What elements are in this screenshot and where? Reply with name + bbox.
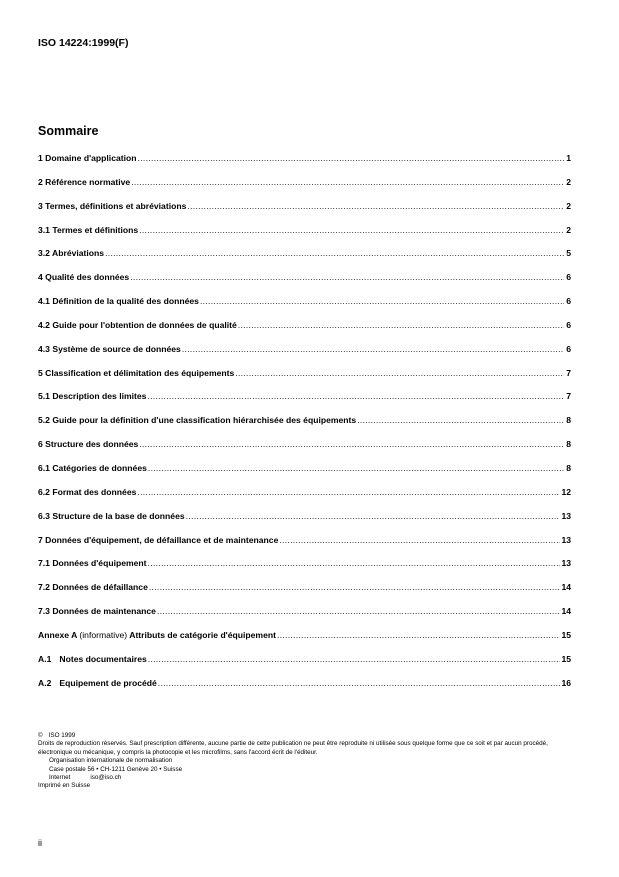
toc-entry-page: 8 xyxy=(566,462,571,473)
toc-entry[interactable] xyxy=(38,558,571,582)
annex-qualifier: (informative) xyxy=(79,629,128,640)
toc-entry[interactable] xyxy=(38,463,571,487)
dot-leader xyxy=(139,225,564,235)
toc-entry-page: 2 xyxy=(566,200,571,211)
postal-address: Case postale 56 • CH-1211 Genève 20 • Suisse xyxy=(49,765,183,773)
toc-entry-label: 7.2 Données de défaillance xyxy=(38,582,148,593)
toc-entry-page: 1 xyxy=(566,153,571,163)
toc-entry[interactable] xyxy=(38,487,571,511)
dot-leader xyxy=(131,177,564,187)
organisation-name: Organisation internationale de normalisation xyxy=(49,757,173,765)
annex-label: Annexe A xyxy=(38,629,77,640)
toc-entry-label: 6.3 Structure de la base de données xyxy=(38,510,185,521)
toc-entry[interactable] xyxy=(38,415,571,439)
toc-entry[interactable] xyxy=(38,201,571,225)
dot-leader xyxy=(157,606,560,616)
dot-leader xyxy=(148,463,564,473)
toc-entry-page: 13 xyxy=(561,558,571,569)
copyright-symbol: © xyxy=(38,732,43,739)
annex-item-label: Equipement de procédé xyxy=(59,677,157,688)
toc-entry-label: 4 Qualité des données xyxy=(38,272,130,283)
toc-entry[interactable] xyxy=(38,153,571,177)
toc-entry-page: 15 xyxy=(561,629,571,640)
dot-leader xyxy=(279,535,560,545)
toc-entry-label: 6.1 Catégories de données xyxy=(38,462,147,473)
dot-leader xyxy=(357,415,564,425)
annex-item-label: Notes documentaires xyxy=(59,653,147,664)
toc-entry-page: 2 xyxy=(566,176,571,187)
toc-entry-page: 14 xyxy=(561,582,571,593)
copyright-year: ISO 1999 xyxy=(48,732,76,739)
toc-entry-page: 5 xyxy=(566,248,571,259)
toc-entry-page: 7 xyxy=(566,391,571,402)
page-number: ii xyxy=(38,838,42,848)
toc-entry-page: 14 xyxy=(561,606,571,617)
toc-entry[interactable] xyxy=(38,225,571,249)
dot-leader xyxy=(138,153,564,163)
rights-text: Droits de reproduction réservés. Sauf prescription différente, aucune partie de cette publication ne peut être reproduite ni utilisée sous quelque forme que ce soit et par aucun procédé, électronique ou mécanique, y compris la photocopie et les microfilms, sans l'accord écrit de l'éditeur. xyxy=(38,740,548,756)
toc-entry[interactable] xyxy=(38,582,571,606)
toc-entry[interactable] xyxy=(38,606,571,630)
toc-entry[interactable] xyxy=(38,272,571,296)
annex-item-number: A.1 xyxy=(38,653,52,664)
dot-leader xyxy=(182,344,564,354)
dot-leader xyxy=(235,368,564,378)
toc-entry-label: 6.2 Format des données xyxy=(38,486,137,497)
toc-entry-page: 13 xyxy=(561,510,571,521)
toc-entry-page: 6 xyxy=(566,272,571,283)
dot-leader xyxy=(137,487,560,497)
toc-entry-label xyxy=(38,654,147,664)
toc-entry-page: 6 xyxy=(566,319,571,330)
toc-entry-label: 7.3 Données de maintenance xyxy=(38,606,156,617)
annex-title: Attributs de catégorie d'équipement xyxy=(129,629,276,640)
dot-leader xyxy=(277,630,560,640)
toc-entry-label: 6 Structure des données xyxy=(38,439,139,450)
toc-entry-label xyxy=(38,678,157,688)
toc-entry-label: 3.2 Abréviations xyxy=(38,248,105,259)
toc-entry-label: 7.1 Données d'équipement xyxy=(38,558,147,569)
toc-entry-page: 7 xyxy=(566,367,571,378)
dot-leader xyxy=(130,272,564,282)
toc-entry-label: 1 Domaine d'application xyxy=(38,153,137,163)
email-link[interactable]: iso@iso.ch xyxy=(90,774,122,782)
dot-leader xyxy=(238,320,564,330)
toc-entry[interactable] xyxy=(38,391,571,415)
toc-entry-label: 4.1 Définition de la qualité des données xyxy=(38,296,199,307)
toc-entry-page: 8 xyxy=(566,439,571,450)
copyright-notice xyxy=(38,732,578,791)
copyright-line xyxy=(38,732,578,740)
toc-entry-label: 2 Référence normative xyxy=(38,176,131,187)
toc-entry-page: 15 xyxy=(561,653,571,664)
page-title: Sommaire xyxy=(38,124,99,138)
toc-entry-page: 12 xyxy=(561,486,571,497)
dot-leader xyxy=(186,511,561,521)
dot-leader xyxy=(148,558,561,568)
document-header: ISO 14224:1999(F) xyxy=(38,37,129,49)
dot-leader xyxy=(147,391,564,401)
toc-entry[interactable] xyxy=(38,248,571,272)
toc-entry[interactable] xyxy=(38,535,571,559)
dot-leader xyxy=(149,582,561,592)
toc-entry[interactable] xyxy=(38,296,571,320)
toc-entry-page: 6 xyxy=(566,296,571,307)
toc-entry-label: 3.1 Termes et définitions xyxy=(38,224,139,235)
toc-entry[interactable] xyxy=(38,177,571,201)
toc-entry-page: 13 xyxy=(561,534,571,545)
table-of-contents xyxy=(38,153,571,701)
toc-entry-annex-a2[interactable] xyxy=(38,678,571,702)
dot-leader xyxy=(148,654,561,664)
annex-item-number: A.2 xyxy=(38,677,52,688)
toc-entry-page: 6 xyxy=(566,343,571,354)
toc-entry-label: 4.2 Guide pour l'obtention de données de qualité xyxy=(38,319,237,330)
dot-leader xyxy=(139,439,564,449)
dot-leader xyxy=(105,248,564,258)
internet-contact xyxy=(38,774,578,782)
toc-entry-page: 8 xyxy=(566,415,571,426)
toc-entry-page: 2 xyxy=(566,224,571,235)
dot-leader xyxy=(200,296,564,306)
internet-label: Internet xyxy=(49,774,71,782)
toc-entry-label: 5.1 Description des limites xyxy=(38,391,147,402)
toc-entry-annex-a1[interactable] xyxy=(38,654,571,678)
toc-entry-label: 7 Données d'équipement, de défaillance et de maintenance xyxy=(38,534,279,545)
toc-entry-label: 4.3 Système de source de données xyxy=(38,343,181,354)
toc-entry[interactable] xyxy=(38,439,571,463)
dot-leader xyxy=(158,678,561,688)
toc-entry-label: 5.2 Guide pour la définition d'une classification hiérarchisée des équipements xyxy=(38,415,357,426)
toc-entry-page: 16 xyxy=(561,677,571,688)
toc-entry-annex-a[interactable] xyxy=(38,630,571,654)
toc-entry[interactable] xyxy=(38,511,571,535)
printed-in: Imprimé en Suisse xyxy=(38,782,91,790)
toc-entry-label: 5 Classification et délimitation des équipements xyxy=(38,367,235,378)
toc-entry-label: 3 Termes, définitions et abréviations xyxy=(38,200,187,211)
toc-entry-label xyxy=(38,630,276,640)
toc-entry[interactable] xyxy=(38,344,571,368)
toc-entry[interactable] xyxy=(38,368,571,392)
dot-leader xyxy=(187,201,564,211)
toc-entry[interactable] xyxy=(38,320,571,344)
